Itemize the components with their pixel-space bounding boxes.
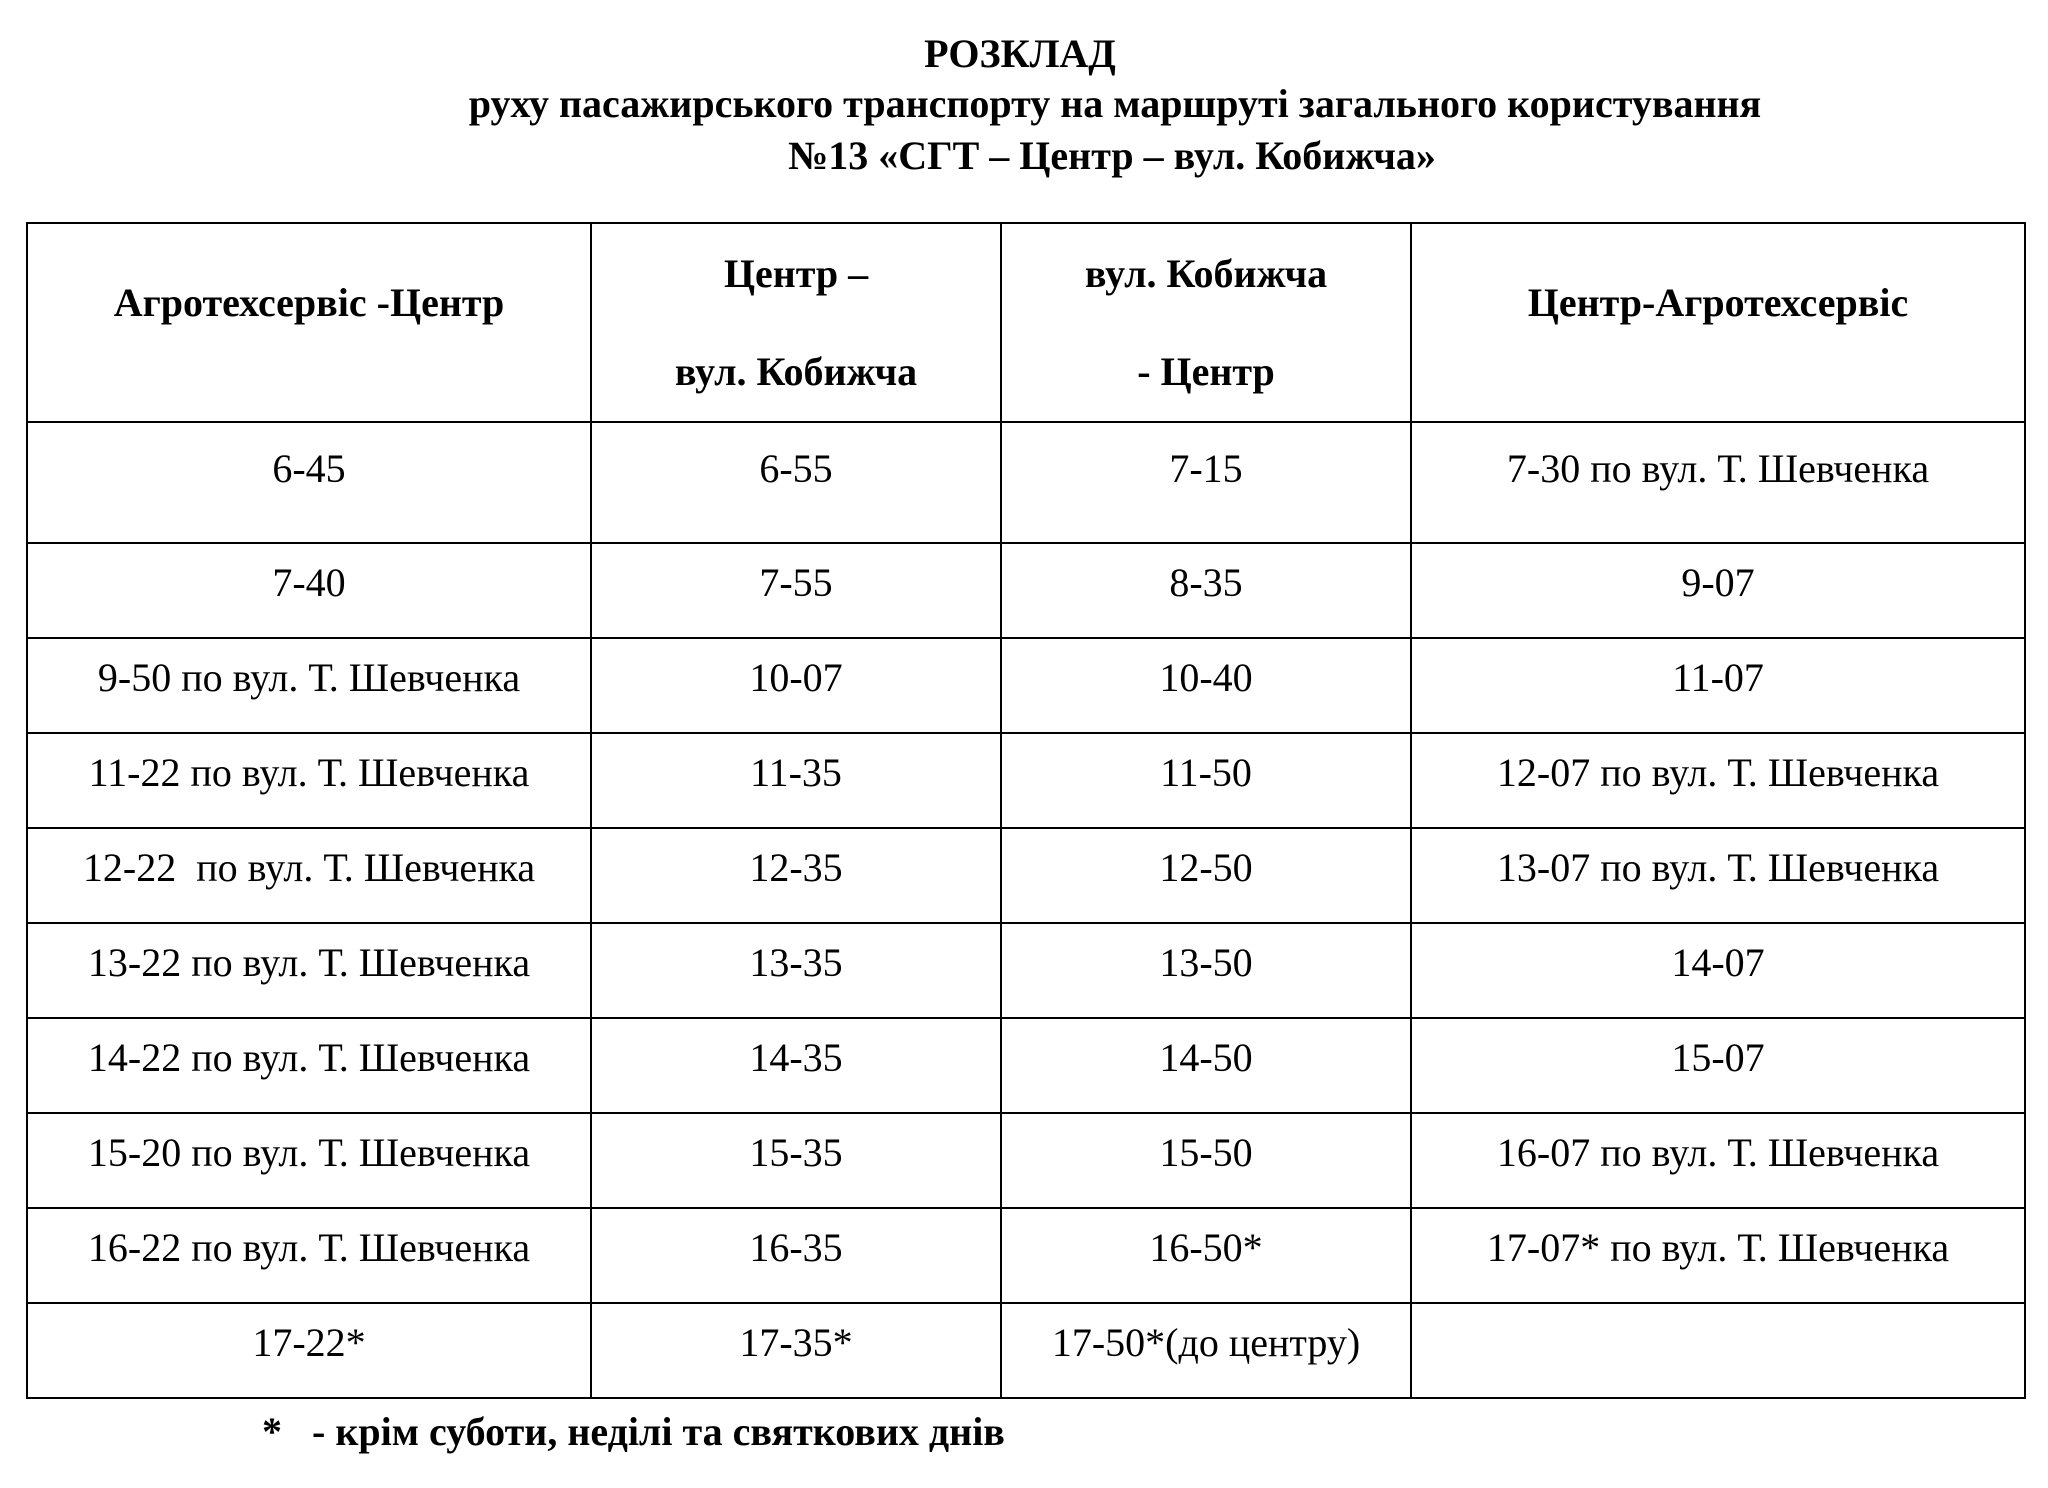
- table-cell: 14-35: [591, 1018, 1001, 1113]
- table-cell: 13-35: [591, 923, 1001, 1018]
- table-cell: 17-07* по вул. Т. Шевченка: [1411, 1208, 2025, 1303]
- column-header-line: вул. Кобижча: [1084, 250, 1328, 296]
- table-cell: 11-22 по вул. Т. Шевченка: [27, 733, 591, 828]
- column-header-line: вул. Кобижча: [674, 348, 918, 394]
- table-cell: 9-07: [1411, 543, 2025, 638]
- schedule-table: [26, 222, 2026, 1399]
- table-cell: 13-07 по вул. Т. Шевченка: [1411, 828, 2025, 923]
- table-cell: 12-22 по вул. Т. Шевченка: [27, 828, 591, 923]
- table-cell: 8-35: [1001, 543, 1411, 638]
- table-cell: 16-35: [591, 1208, 1001, 1303]
- table-cell: 13-22 по вул. Т. Шевченка: [27, 923, 591, 1018]
- table-cell: 17-50*(до центру): [1001, 1303, 1411, 1398]
- table-cell: 12-35: [591, 828, 1001, 923]
- document-subtitle: руху пасажирського транспорту на маршруті загального користування: [468, 81, 1762, 126]
- table-cell: 14-22 по вул. Т. Шевченка: [27, 1018, 591, 1113]
- table-row: [27, 638, 2025, 733]
- table-header-row: [27, 223, 2025, 422]
- table-row: [27, 543, 2025, 638]
- table-cell: 7-40: [27, 543, 591, 638]
- table-cell: 7-55: [591, 543, 1001, 638]
- table-row: [27, 1208, 2025, 1303]
- column-header-agrotekhservis-tsentr: [27, 223, 591, 422]
- table-cell: 7-30 по вул. Т. Шевченка: [1411, 422, 2025, 543]
- table-row: [27, 1113, 2025, 1208]
- table-row: [27, 1018, 2025, 1113]
- column-header-line: Агротехсервіс -Центр: [113, 280, 505, 325]
- table-cell: 6-55: [591, 422, 1001, 543]
- table-row: [27, 733, 2025, 828]
- table-cell: 11-07: [1411, 638, 2025, 733]
- table-cell: 17-35*: [591, 1303, 1001, 1398]
- table-cell: 12-50: [1001, 828, 1411, 923]
- table-row: [27, 1303, 2025, 1398]
- table-cell: 15-20 по вул. Т. Шевченка: [27, 1113, 591, 1208]
- table-cell: 11-35: [591, 733, 1001, 828]
- document-title: РОЗКЛАД: [924, 31, 1116, 76]
- table-cell: 15-35: [591, 1113, 1001, 1208]
- table-cell: 7-15: [1001, 422, 1411, 543]
- route-name: №13 «СГТ – Центр – вул. Кобижча»: [788, 133, 1436, 178]
- table-row: [27, 422, 2025, 543]
- column-header-line: Центр –: [723, 250, 869, 296]
- column-header-line: - Центр: [1137, 348, 1275, 394]
- column-header-line: Центр-Агротехсервіс: [1527, 280, 1909, 325]
- column-header-tsentr-agrotekhservis: [1411, 223, 2025, 422]
- table-cell: 16-07 по вул. Т. Шевченка: [1411, 1113, 2025, 1208]
- table-cell: 16-50*: [1001, 1208, 1411, 1303]
- table-cell: 9-50 по вул. Т. Шевченка: [27, 638, 591, 733]
- footnote: * - крім суботи, неділі та святкових днів: [262, 1409, 1005, 1454]
- table-cell: 12-07 по вул. Т. Шевченка: [1411, 733, 2025, 828]
- column-header-tsentr-kobyzhcha: [591, 223, 1001, 422]
- table-cell: 11-50: [1001, 733, 1411, 828]
- table-cell: 10-07: [591, 638, 1001, 733]
- table-cell: [1411, 1303, 2025, 1398]
- table-cell: 14-50: [1001, 1018, 1411, 1113]
- table-cell: 13-50: [1001, 923, 1411, 1018]
- table-cell: 10-40: [1001, 638, 1411, 733]
- column-header-kobyzhcha-tsentr: [1001, 223, 1411, 422]
- table-row: [27, 828, 2025, 923]
- table-row: [27, 923, 2025, 1018]
- table-cell: 17-22*: [27, 1303, 591, 1398]
- table-cell: 6-45: [27, 422, 591, 543]
- table-cell: 15-50: [1001, 1113, 1411, 1208]
- table-cell: 14-07: [1411, 923, 2025, 1018]
- table-cell: 16-22 по вул. Т. Шевченка: [27, 1208, 591, 1303]
- table-cell: 15-07: [1411, 1018, 2025, 1113]
